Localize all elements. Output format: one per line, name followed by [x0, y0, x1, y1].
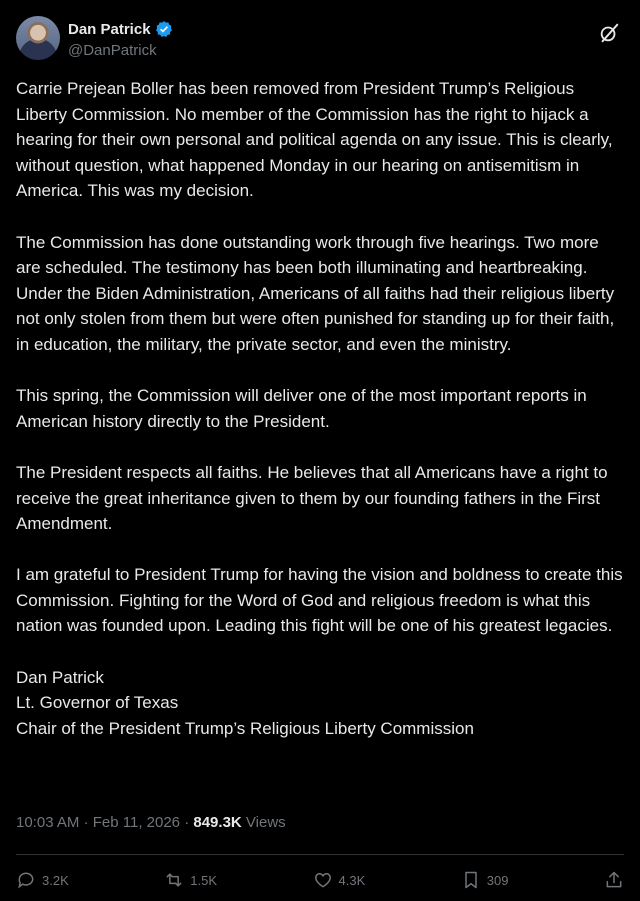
post-paragraph: Carrie Prejean Boller has been removed from President Trump’s Religious Liberty Commission. No member of the Commission has the right to hijack a hearing for their own personal and political agenda on any issue. This is clearly, without question, what happened Monday in our hearing on antisemitism in America. This was my decision. — [16, 79, 613, 201]
post-paragraph: This spring, the Commission will deliver one of the most important reports in American history directly to the President. — [16, 386, 587, 431]
post-text — [16, 76, 626, 741]
grok-icon[interactable] — [598, 22, 620, 44]
avatar[interactable] — [16, 16, 60, 60]
views-label: Views — [245, 814, 286, 831]
bookmark-icon — [461, 870, 481, 890]
meta-separator: · — [184, 814, 190, 831]
bookmark-button[interactable] — [461, 870, 509, 890]
action-bar — [16, 866, 624, 894]
author-name[interactable]: Dan Patrick — [68, 20, 151, 38]
like-count: 4.3K — [338, 872, 366, 888]
post-meta — [16, 814, 286, 831]
divider — [16, 854, 624, 855]
post-time[interactable]: 10:03 AM — [16, 814, 80, 831]
share-icon — [604, 870, 624, 890]
post-header — [16, 16, 624, 64]
reply-button[interactable] — [16, 870, 69, 890]
reply-icon — [16, 870, 36, 890]
signature-line: Chair of the President Trump’s Religious Liberty Commission — [16, 718, 474, 738]
author-handle[interactable]: @DanPatrick — [68, 42, 157, 59]
author-name-row — [68, 20, 173, 38]
like-icon — [313, 870, 333, 890]
verified-badge-icon — [155, 20, 173, 38]
bookmark-count: 309 — [486, 872, 509, 888]
views-count[interactable]: 849.3K — [193, 814, 242, 831]
signature-line: Lt. Governor of Texas — [16, 693, 179, 713]
share-button[interactable] — [604, 870, 624, 890]
post-paragraph: I am grateful to President Trump for having the vision and boldness to create this Commission. Fighting for the Word of God and religious freedom is what this nation was founded upon. Leading this fight will be one of his greatest legacies. — [16, 565, 623, 636]
reply-count: 3.2K — [42, 872, 69, 888]
post-paragraph: The Commission has done outstanding work through five hearings. Two more are scheduled. The testimony has been both illuminating and heartbreaking. Under the Biden Administration, Americans of all faiths had their religious liberty not only stolen from them but were often punished for standing up for their faith, in education, the military, the private sector, and even the ministry. — [16, 232, 615, 354]
post-date[interactable]: Feb 11, 2026 — [92, 814, 181, 831]
meta-separator: · — [83, 814, 89, 831]
like-button[interactable] — [313, 870, 366, 890]
repost-count: 1.5K — [190, 872, 217, 888]
repost-button[interactable] — [164, 870, 217, 890]
post-paragraph: The President respects all faiths. He believes that all Americans have a right to receive the great inheritance given to them by our founding fathers in the First Amendment. — [16, 462, 608, 534]
repost-icon — [164, 870, 184, 890]
signature-line: Dan Patrick — [16, 667, 104, 687]
